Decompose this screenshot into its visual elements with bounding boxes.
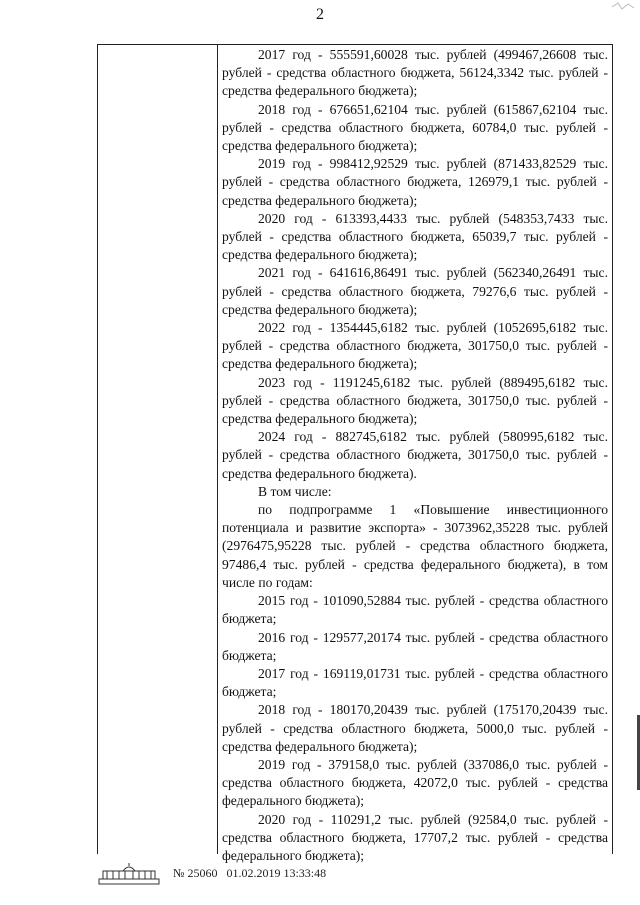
paragraph-2020: 2020 год - 613393,4433 тыс. рублей (548353,7433 тыс. рублей - средства областного бюджета, 65039,7 тыс. рублей - средства федерального бюджета); bbox=[222, 210, 608, 263]
paragraph-subprogram-1: по подпрограмме 1 «Повышение инвестиционного потенциала и развитие экспорта» - 3073962,35228 тыс. рублей (2976475,95228 тыс. рублей - средства областного бюджета, 97486,4 тыс. рублей - средства федерального бюджета), в том числе по годам: bbox=[222, 502, 608, 590]
paragraph-including: В том числе: bbox=[258, 483, 332, 499]
paragraph-2023: 2023 год - 1191245,6182 тыс. рублей (889495,6182 тыс. рублей - средства областного бюджета, 301750,0 тыс. рублей - средства федерального бюджета); bbox=[222, 374, 608, 427]
paragraph-2017: 2017 год - 555591,60028 тыс. рублей (499467,26608 тыс. рублей - средства областного бюджета, 56124,3342 тыс. рублей - средства федерального бюджета); bbox=[222, 47, 608, 99]
paragraph-sub-2019: 2019 год - 379158,0 тыс. рублей (337086,0 тыс. рублей - средства областного бюджета, 42072,0 тыс. рублей - средства федерального бюджета); bbox=[222, 756, 608, 809]
footer bbox=[97, 862, 517, 888]
paragraph-sub-2015: 2015 год - 101090,52884 тыс. рублей - средства областного бюджета; bbox=[222, 593, 608, 627]
paragraph-sub-2018: 2018 год - 180170,20439 тыс. рублей (175170,20439 тыс. рублей - средства областного бюджета, 5000,0 тыс. рублей - средства федерального бюджета); bbox=[222, 702, 608, 754]
paragraph-2021: 2021 год - 641616,86491 тыс. рублей (562340,26491 тыс. рублей - средства областного бюджета, 79276,6 тыс. рублей - средства федерального бюджета); bbox=[222, 265, 608, 317]
paragraph-sub-2017: 2017 год - 169119,01731 тыс. рублей - средства областного бюджета; bbox=[222, 665, 608, 700]
paragraph-2018: 2018 год - 676651,62104 тыс. рублей (615867,62104 тыс. рублей - средства областного бюджета, 60784,0 тыс. рублей - средства федерального бюджета); bbox=[222, 101, 608, 154]
page-number: 2 bbox=[316, 6, 324, 23]
table-text-cell bbox=[222, 46, 608, 865]
paragraph-2019: 2019 год - 998412,92529 тыс. рублей (871433,82529 тыс. рублей - средства областного бюджета, 126979,1 тыс. рублей - средства федерального бюджета); bbox=[222, 156, 608, 208]
table-column-divider bbox=[217, 45, 218, 854]
paragraph-2022: 2022 год - 1354445,6182 тыс. рублей (1052695,6182 тыс. рублей - средства областного бюджета, 301750,0 тыс. рублей - средства федерального бюджета); bbox=[222, 320, 608, 372]
paragraph-2024: 2024 год - 882745,6182 тыс. рублей (580995,6182 тыс. рублей - средства областного бюджета, 301750,0 тыс. рублей - средства федерального бюджета). bbox=[222, 429, 608, 481]
document-timestamp: 01.02.2019 13:33:48 bbox=[226, 866, 327, 880]
paragraph-sub-2020: 2020 год - 110291,2 тыс. рублей (92584,0 тыс. рублей - средства областного бюджета, 17707,2 тыс. рублей - средства федерального бюджета); bbox=[222, 811, 608, 863]
footer-stamp-text bbox=[173, 866, 332, 881]
building-logo-icon bbox=[97, 862, 161, 886]
paragraph-sub-2016: 2016 год - 129577,20174 тыс. рублей - средства областного бюджета; bbox=[222, 629, 608, 663]
scan-artifact-icon bbox=[610, 0, 638, 14]
document-number: № 25060 bbox=[173, 866, 218, 880]
